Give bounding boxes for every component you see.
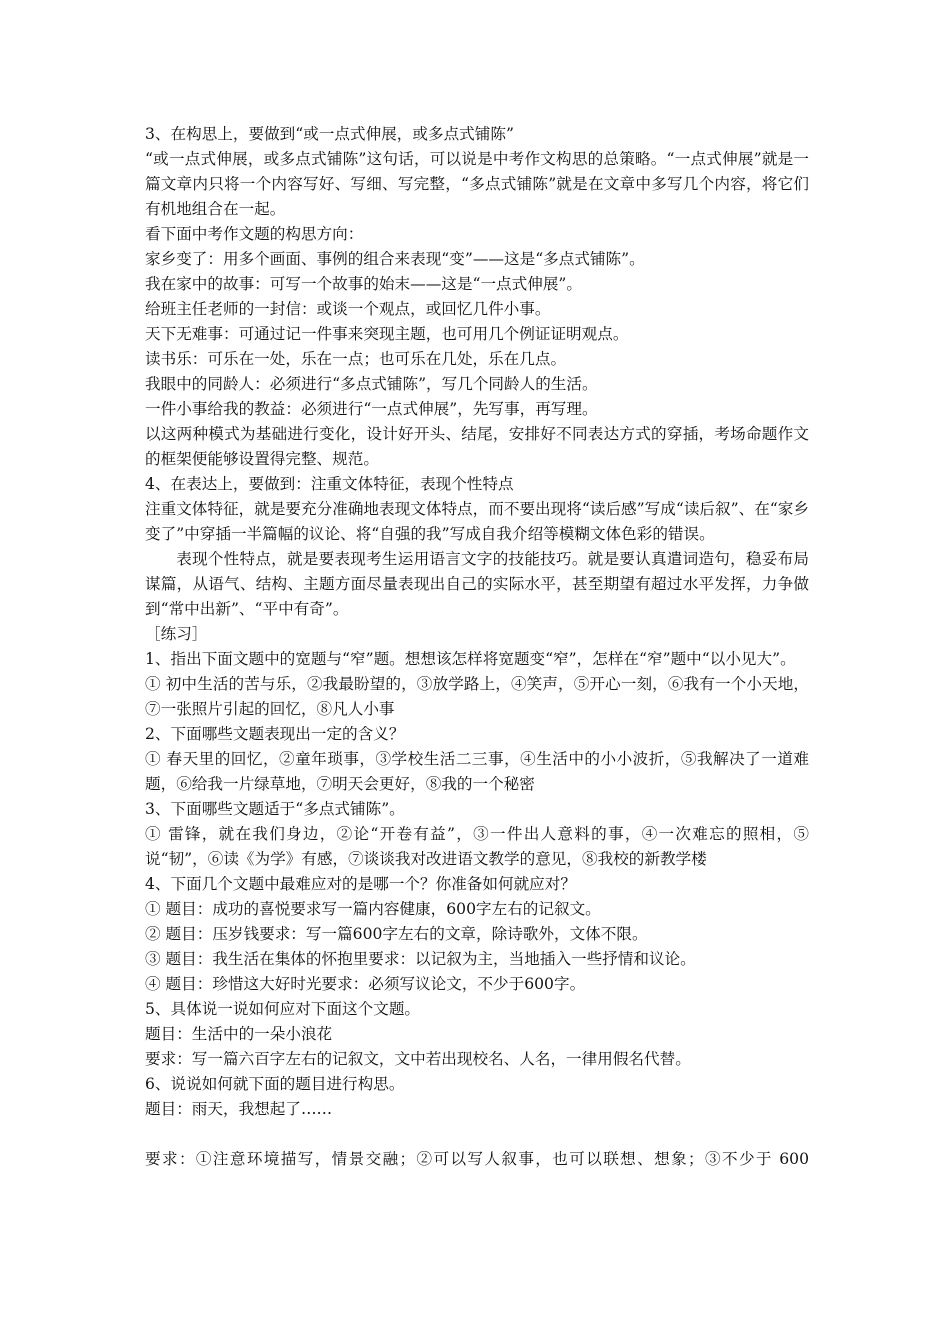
exercise-option: ② 题目：压岁钱要求：写一篇600字左右的文章，除诗歌外，文体不限。 xyxy=(145,925,648,943)
exercise-option: ③ 题目：我生活在集体的怀抱里要求：以记叙为主，当地插入一些抒情和议论。 xyxy=(145,950,696,968)
paragraph: “或一点式伸展，或多点式铺陈”这句话，可以说是中考作文构思的总策略。“一点式伸展”就是一篇文章内只将一个内容写好、写细、写完整，“多点式铺陈”就是在文章中多写几个内容，将它们有机地组合在一起。 xyxy=(145,150,809,218)
exercise-options: ① 初中生活的苦与乐，②我最盼望的，③放学路上，④笑声，⑤开心一刻，⑥我有一个小天地，⑦一张照片引起的回忆，⑧凡人小事 xyxy=(145,675,809,718)
paragraph: 以这两种模式为基础进行变化，设计好开头、结尾，安排好不同表达方式的穿插，考场命题作文的框架便能够设置得完整、规范。 xyxy=(145,425,809,468)
example-line: 给班主任老师的一封信：或谈一个观点，或回忆几件小事。 xyxy=(145,300,551,318)
exercise-question: 3、下面哪些文题适于“多点式铺陈”。 xyxy=(145,800,405,818)
example-line: 我眼中的同龄人：必须进行“多点式铺陈”，写几个同龄人的生活。 xyxy=(145,375,598,393)
exercise-option: ④ 题目：珍惜这大好时光要求：必须写议论文，不少于600字。 xyxy=(145,975,586,993)
paragraph: 表现个性特点，就是要表现考生运用语言文字的技能技巧。就是要认真遣词造句，稳妥布局谋篇，从语气、结构、主题方面尽量表现出自己的实际水平，甚至期望有超过水平发挥，力争做到“常中出新”、“平中有奇”。 xyxy=(145,550,809,618)
section-heading-4: 4、在表达上，要做到：注重文体特征，表现个性特点 xyxy=(145,475,514,493)
paragraph: 看下面中考作文题的构思方向： xyxy=(145,225,364,243)
exercise-heading: ［练习］ xyxy=(145,625,208,643)
exercise-question: 2、下面哪些文题表现出一定的含义？ xyxy=(145,725,405,743)
exercise-requirement: 要求：①注意环境描写，情景交融；②可以写人叙事，也可以联想、想象；③不少于 600 xyxy=(145,1150,809,1168)
example-line: 我在家中的故事：可写一个故事的始末——这是“一点式伸展”。 xyxy=(145,275,582,293)
example-line: 一件小事给我的教益：必须进行“一点式伸展”，先写事，再写理。 xyxy=(145,400,598,418)
exercise-question: 1、指出下面文题中的宽题与“窄”题。想想该怎样将宽题变“窄”，怎样在“窄”题中“以小见大”。 xyxy=(145,650,796,668)
exercise-options: ① 春天里的回忆，②童年琐事，③学校生活二三事，④生活中的小小波折，⑤我解决了一道难题，⑥给我一片绿草地，⑦明天会更好，⑧我的一个秘密 xyxy=(145,750,809,793)
exercise-options: ① 雷锋，就在我们身边，②论“开卷有益”，③一件出人意料的事，④一次难忘的照相，⑤说“韧”，⑥读《为学》有感，⑦谈谈我对改进语文教学的意见，⑧我校的新教学楼 xyxy=(145,825,809,868)
exercise-question: 5、具体说一说如何应对下面这个文题。 xyxy=(145,1000,421,1018)
exercise-question: 6、说说如何就下面的题目进行构思。 xyxy=(145,1075,405,1093)
exercise-requirement: 要求：写一篇六百字左右的记叙文，文中若出现校名、人名，一律用假名代替。 xyxy=(145,1050,691,1068)
exercise-topic: 题目：雨天，我想起了…… xyxy=(145,1100,333,1118)
exercise-question: 4、下面几个文题中最难应对的是哪一个？你准备如何就应对？ xyxy=(145,875,576,893)
example-line: 读书乐：可乐在一处，乐在一点；也可乐在几处，乐在几点。 xyxy=(145,350,567,368)
document-body xyxy=(145,122,809,1172)
exercise-topic: 题目：生活中的一朵小浪花 xyxy=(145,1025,333,1043)
exercise-option: ① 题目：成功的喜悦要求写一篇内容健康，600字左右的记叙文。 xyxy=(145,900,601,918)
example-line: 天下无难事：可通过记一件事来突现主题，也可用几个例证证明观点。 xyxy=(145,325,629,343)
example-line: 家乡变了：用多个画面、事例的组合来表现“变”——这是“多点式铺陈”。 xyxy=(145,250,645,268)
paragraph: 注重文体特征，就是要充分准确地表现文体特点，而不要出现将“读后感”写成“读后叙”、在“家乡变了”中穿插一半篇幅的议论、将“自强的我”写成自我介绍等模糊文体色彩的错误。 xyxy=(145,500,809,543)
section-heading-3: 3、在构思上，要做到“或一点式伸展，或多点式铺陈” xyxy=(145,125,514,143)
